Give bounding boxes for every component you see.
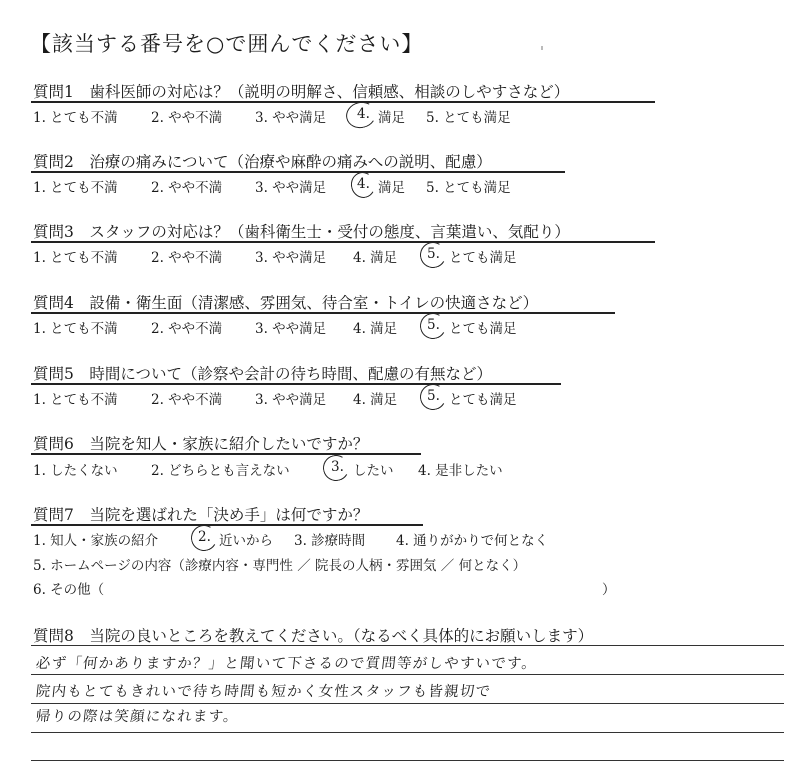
q3-option-2[interactable]: 2. やや不満 — [151, 250, 223, 266]
q4-option-3[interactable]: 3. やや満足 — [255, 321, 327, 337]
q3-option-4[interactable]: 4. 満足 — [353, 250, 398, 266]
q3-option-1[interactable]: 1. とても不満 — [33, 250, 118, 266]
q1-option-4-number[interactable]: 4. — [357, 106, 370, 122]
question-4-underline — [31, 312, 615, 314]
question-7-title: 質問7 当院を選ばれた「決め手」は何ですか？ — [33, 506, 369, 524]
question-3-underline — [31, 241, 655, 243]
question-4-title: 質問4 設備・衛生面（清潔感、雰囲気、待合室・トイレの快適さなど） — [33, 294, 539, 312]
question-2-underline — [31, 171, 565, 173]
q5-option-3[interactable]: 3. やや満足 — [255, 392, 327, 408]
q1-option-3[interactable]: 3. やや満足 — [255, 110, 327, 126]
q1-option-4-label[interactable]: 満足 — [378, 110, 405, 126]
q7-option-5[interactable]: 5. ホームページの内容（診療内容・専門性 ／ 院長の人柄・雰囲気 ／ 何となく） — [33, 558, 527, 574]
q3-option-5-number[interactable]: 5. — [427, 246, 440, 262]
question-7-underline — [31, 524, 423, 526]
q4-option-1[interactable]: 1. とても不満 — [33, 321, 118, 337]
q4-option-5-number[interactable]: 5. — [427, 317, 440, 333]
q1-option-2[interactable]: 2. やや不満 — [151, 110, 223, 126]
q7-option-2-number[interactable]: 2. — [198, 529, 211, 545]
q4-option-2[interactable]: 2. やや不満 — [151, 321, 223, 337]
q5-option-5-number[interactable]: 5. — [427, 388, 440, 404]
q3-option-3[interactable]: 3. やや満足 — [255, 250, 327, 266]
q6-option-3-number[interactable]: 3. — [331, 459, 344, 475]
q7-option-2-label[interactable]: 近いから — [219, 533, 273, 549]
q6-option-2[interactable]: 2. どちらとも言えない — [151, 463, 290, 479]
q2-option-3[interactable]: 3. やや満足 — [255, 180, 327, 196]
question-1-title: 質問1 歯科医師の対応は？（説明の明解さ、信頼感、相談のしやすさなど） — [33, 83, 570, 101]
q7-option-1[interactable]: 1. 知人・家族の紹介 — [33, 533, 159, 549]
q5-answer-circle — [417, 381, 449, 413]
question-8-title: 質問8 当院の良いところを教えてください。（なるべく具体的にお願いします） — [33, 627, 594, 645]
q2-option-1[interactable]: 1. とても不満 — [33, 180, 118, 196]
q3-answer-circle — [417, 239, 449, 271]
q4-option-4[interactable]: 4. 満足 — [353, 321, 398, 337]
q7-answer-circle — [188, 522, 220, 554]
q6-option-1[interactable]: 1. したくない — [33, 463, 118, 479]
q2-option-4-number[interactable]: 4. — [357, 176, 370, 192]
question-1-underline — [31, 101, 655, 103]
q5-option-4[interactable]: 4. 満足 — [353, 392, 398, 408]
answer-line-3 — [31, 703, 784, 704]
handwritten-answer-2: 院内もとてもきれいで待ち時間も短かく女性スタッフも皆親切で — [35, 684, 492, 700]
q7-option-4[interactable]: 4. 通りがかりで何となく — [396, 533, 549, 549]
q7-option-6[interactable]: 6. その他（ — [33, 582, 105, 598]
question-2-title: 質問2 治療の痛みについて（治療や麻酔の痛みへの説明、配慮） — [33, 153, 492, 171]
q6-option-3-label[interactable]: したい — [353, 463, 394, 479]
answer-line-1 — [31, 645, 784, 646]
handwritten-answer-1: 必ず「何かありますか？」と聞いて下さるので質問等がしやすいです。 — [35, 656, 538, 672]
scan-speck — [541, 46, 543, 50]
q3-option-5-label[interactable]: とても満足 — [449, 250, 517, 266]
handwritten-answer-3: 帰りの際は笑顔になれます。 — [35, 709, 240, 725]
question-5-title: 質問5 時間について（診察や会計の待ち時間、配慮の有無など） — [33, 365, 493, 383]
question-3-title: 質問3 スタッフの対応は？（歯科衛生士・受付の態度、言葉遣い、気配り） — [33, 223, 570, 241]
q5-option-5-label[interactable]: とても満足 — [449, 392, 517, 408]
q7-option-6-close: ） — [602, 582, 616, 598]
form-heading: 【該当する番号を○で囲んでください】 — [30, 32, 424, 56]
q5-option-2[interactable]: 2. やや不満 — [151, 392, 223, 408]
q2-option-5[interactable]: 5. とても満足 — [426, 180, 511, 196]
q4-option-5-label[interactable]: とても満足 — [449, 321, 517, 337]
answer-line-4 — [31, 732, 784, 733]
question-6-title: 質問6 当院を知人・家族に紹介したいですか？ — [33, 435, 369, 453]
q6-option-4[interactable]: 4. 是非したい — [418, 463, 503, 479]
q1-option-1[interactable]: 1. とても不満 — [33, 110, 118, 126]
q7-option-3[interactable]: 3. 診療時間 — [294, 533, 366, 549]
q6-answer-circle — [320, 452, 352, 484]
answer-line-2 — [31, 674, 784, 675]
question-6-underline — [31, 453, 421, 455]
answer-line-5 — [31, 760, 784, 761]
q4-answer-circle — [417, 310, 449, 342]
q1-answer-circle — [343, 99, 378, 131]
q2-option-2[interactable]: 2. やや不満 — [151, 180, 223, 196]
q2-answer-circle — [348, 169, 378, 200]
q2-option-4-label[interactable]: 満足 — [378, 180, 405, 196]
question-5-underline — [31, 383, 561, 385]
q5-option-1[interactable]: 1. とても不満 — [33, 392, 118, 408]
q1-option-5[interactable]: 5. とても満足 — [426, 110, 511, 126]
